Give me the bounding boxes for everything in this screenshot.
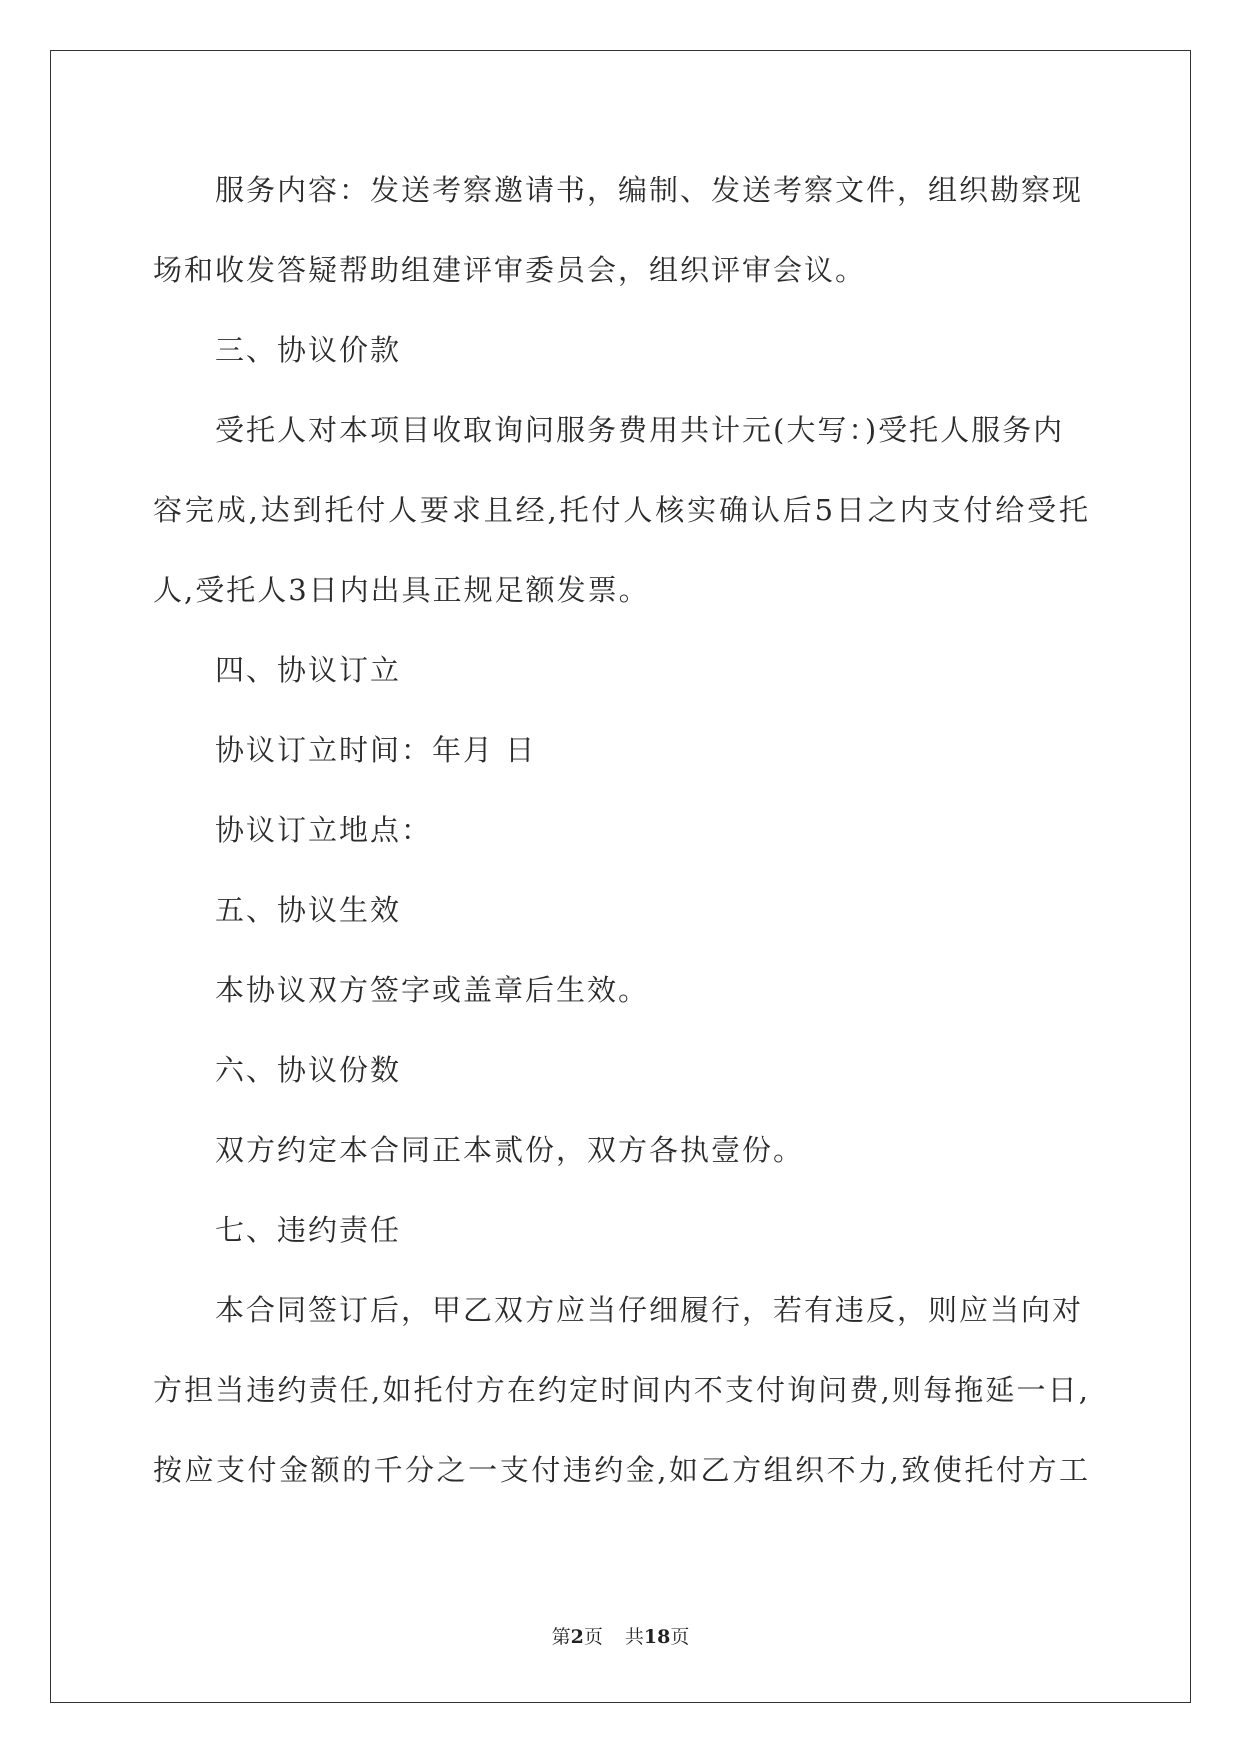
signing-place-line: 协议订立地点：	[215, 813, 433, 847]
paragraph-line: 本协议双方签字或盖章后生效。	[215, 973, 650, 1007]
section-heading-liability: 七、违约责任	[215, 1213, 402, 1247]
paragraph-line: 人,受托人3日内出具正规足额发票。	[153, 573, 650, 607]
page-suffix: 页	[583, 1626, 603, 1648]
paragraph-line-service-content: 服务内容：发送考察邀请书，编制、发送考察文件，组织勘察现	[215, 173, 1084, 207]
total-page-count: 18	[643, 1626, 671, 1648]
total-prefix: 共	[624, 1626, 644, 1648]
current-page-number: 2	[570, 1626, 584, 1648]
paragraph-line: 容完成,达到托付人要求且经,托付人核实确认后5日之内支付给受托	[153, 493, 1088, 527]
page-prefix: 第	[551, 1626, 571, 1648]
signing-date-line: 协议订立时间：年月 日	[215, 733, 537, 767]
paragraph-line: 按应支付金额的千分之一支付违约金,如乙方组织不力,致使托付方工	[153, 1453, 1088, 1487]
total-suffix: 页	[670, 1626, 690, 1648]
section-heading-copies: 六、协议份数	[215, 1053, 402, 1087]
paragraph-line: 双方约定本合同正本贰份，双方各执壹份。	[215, 1133, 805, 1167]
paragraph-line: 受托人对本项目收取询问服务费用共计元(大写：)受托人服务内	[215, 413, 1065, 447]
paragraph-line: 方担当违约责任,如托付方在约定时间内不支付询问费,则每拖延一日,	[153, 1373, 1088, 1407]
section-heading-price: 三、协议价款	[215, 333, 402, 367]
paragraph-line: 场和收发答疑帮助组建评审委员会，组织评审会议。	[153, 253, 867, 287]
page-footer	[0, 1625, 1241, 1649]
paragraph-line: 本合同签订后，甲乙双方应当仔细履行，若有违反，则应当向对	[215, 1293, 1084, 1327]
section-heading-effect: 五、协议生效	[215, 893, 402, 927]
section-heading-signing: 四、协议订立	[215, 653, 402, 687]
